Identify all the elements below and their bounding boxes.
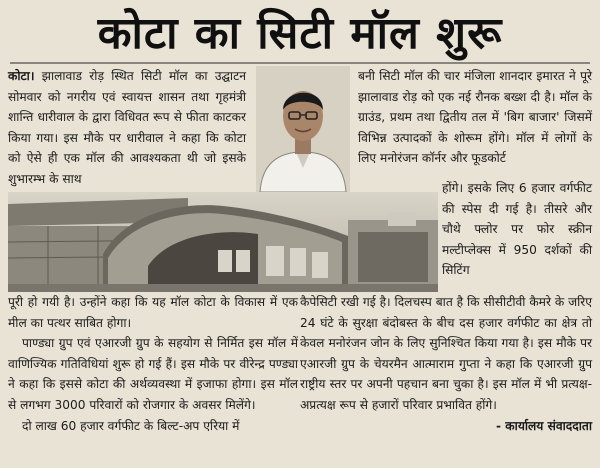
paragraph-intro — [8, 66, 246, 190]
column-top-left — [8, 66, 246, 192]
right-paragraph: बनी सिटी मॉल की चार मंजिला शानदार इमारत ने पूरे झालावाड रोड़ को एक नई रौनक बख्श दी है। मॉल के ग्राउंड, प्रथम तथा द्वितीय तल में 'बिग बाजार' जिसमें विभिन्न उत्पादकों के शोरूम होंगे। मॉल में लोगों के लिए मनोरंजन कॉर्नर और फूडकोर्ट — [358, 69, 592, 166]
paragraph-milestone: पूरी हो गयी है। उन्होंने कहा कि यह मॉल कोटा के विकास में एक मील का पत्थर साबित होगा। — [8, 295, 298, 330]
column-right-narrow — [442, 178, 592, 298]
paragraph-area: दो लाख 60 हजार वर्गफीट के बिल्ट-अप एरिया में — [22, 418, 240, 433]
column-bottom-right — [300, 292, 592, 468]
headline: कोटा का सिटी मॉल शुरू — [97, 8, 503, 59]
dateline: कोटा। — [8, 69, 35, 83]
column-bottom-left — [8, 292, 298, 468]
headline-rule — [10, 62, 590, 64]
right-narrow-paragraph: होंगे। इसके लिए 6 हजार वर्गफीट की स्पेस दी गई है। तीसरे और चौथे फ्लोर पर फोर स्क्रीन मल्टीप्लेक्स में 950 दर्शकों की सिटिंग — [442, 181, 592, 278]
paragraph-groups: पाण्ड्या ग्रुप एवं एआरजी ग्रुप के सहयोग से निर्मित इस मॉल में वाणिज्यिक गतिविधियां शुरू हो गई हैं। इस मौके पर वीरेन्द्र पण्ड्या ने कहा कि इससे कोटा की अर्थव्यवस्था में इजाफा होगा। इस मॉल से लगभग 3000 परिवारों को रोजगार के अवसर मिलेंगे। — [8, 336, 298, 412]
intro-text: झालावाड रोड़ स्थित सिटी मॉल का उद्घाटन सोमवार को नगरीय एवं स्वायत्त शासन तथा गृहमंत्री शान्ति धारीवाल के द्वारा विधिवत रूप से फीता काटकर किया गया। इस मौके पर धारीवाल ने कहा कि कोटा को ऐसे ही एक मॉल की आवश्यकता थी जो इसके शुभारम्भ के साथ — [8, 69, 246, 186]
byline: - कार्यालय संवाददाता — [496, 418, 592, 433]
mall-building-photo — [8, 192, 438, 292]
paragraph-cctv: कैपेसिटी रखी गई है। दिलचस्प बात है कि सीसीटीवी कैमरे के जरिए 24 घंटे के सुरक्षा बंदोबस्त के बीच दस हजार वर्गफीट का क्षेत्र तो केवल मनोरंजन जोन के लिए सुनिश्चित किया गया है। इस मौके पर एआरजी ग्रुप के चेयरमैन आत्माराम गुप्ता ने कहा कि एआरजी ग्रुप राष्ट्रीय स्तर पर अपनी पहचान बना चुका है। इस मॉल में भी प्रत्यक्ष-अप्रत्यक्ष रूप से हजारों परिवार प्रभावित होंगे। — [300, 295, 592, 412]
portrait-photo — [256, 66, 350, 192]
